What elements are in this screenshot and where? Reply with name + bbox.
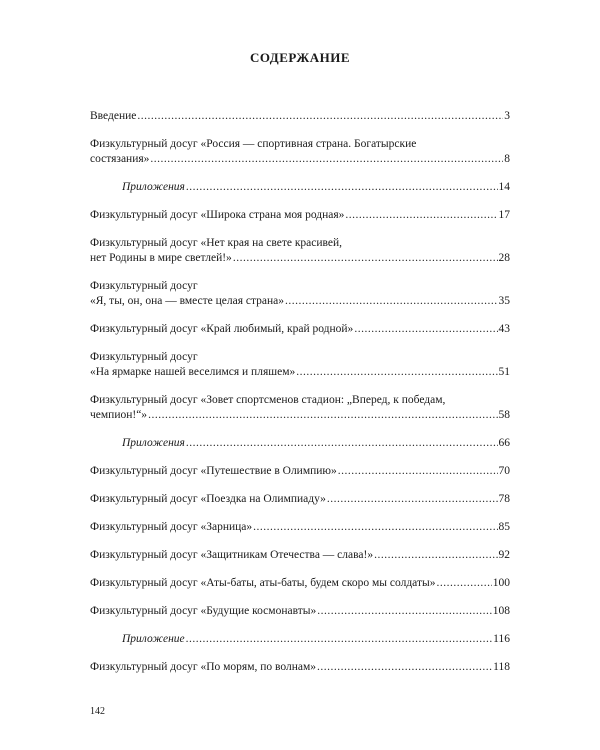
toc-entry-title: Физкультурный досуг «Поездка на Олимпиаду» xyxy=(90,493,326,505)
toc-entry-title: Физкультурный досуг «Широка страна моя родная» xyxy=(90,209,345,221)
toc-entry-title: Физкультурный досуг «Зарница» xyxy=(90,521,253,533)
toc-entry xyxy=(90,279,510,309)
toc-entry-title: Физкультурный досуг «Будущие космонавты» xyxy=(90,605,317,617)
toc-entry xyxy=(90,208,510,223)
toc-entry-line xyxy=(90,152,510,167)
toc-dot-leader xyxy=(374,548,497,563)
toc-entry-page: 78 xyxy=(498,493,510,505)
toc-entry-title: Физкультурный досуг «Зовет спортсменов стадион: „Вперед, к победам, xyxy=(90,394,446,406)
toc-entry-line xyxy=(90,208,510,223)
toc-entry-line xyxy=(90,576,510,591)
toc-entry xyxy=(90,520,510,535)
toc-dot-leader xyxy=(150,152,503,167)
toc-entry-title: Физкультурный досуг xyxy=(90,280,198,292)
toc-entry-page: 8 xyxy=(504,153,510,165)
page-title: СОДЕРЖАНИЕ xyxy=(249,50,351,65)
toc-entry xyxy=(90,436,510,451)
toc-dot-leader xyxy=(148,408,497,423)
toc-entry-title: Физкультурный досуг xyxy=(90,351,198,363)
toc-entry-line xyxy=(90,393,510,408)
toc-entry-title: состязания» xyxy=(90,153,150,165)
toc-entry-line xyxy=(90,350,510,365)
toc-entry-title: Введение xyxy=(90,110,137,122)
toc-entry-line xyxy=(90,322,510,337)
toc-entry-title: Физкультурный досуг «Нет края на свете красивей, xyxy=(90,237,343,249)
toc-entry-title: Физкультурный досуг «Путешествие в Олимпию» xyxy=(90,465,337,477)
toc-dot-leader xyxy=(317,660,492,675)
toc-entry-title: Приложения xyxy=(122,181,185,193)
toc-entry-line xyxy=(90,236,510,251)
toc-entry-page: 116 xyxy=(493,633,510,645)
toc-entry xyxy=(90,492,510,507)
toc-entry-page: 100 xyxy=(492,577,510,589)
toc-entry xyxy=(90,180,510,195)
toc-entry-page: 58 xyxy=(498,409,510,421)
toc-entry-line xyxy=(90,604,510,619)
toc-dot-leader xyxy=(327,492,498,507)
toc-entry-title: «На ярмарке нашей веселимся и пляшем» xyxy=(90,366,296,378)
toc-entry xyxy=(90,548,510,563)
toc-entry-title: нет Родины в мире светлей!» xyxy=(90,252,232,264)
toc-entry xyxy=(90,322,510,337)
toc-dot-leader xyxy=(285,294,498,309)
toc-entry-line xyxy=(90,548,510,563)
toc-entry xyxy=(90,604,510,619)
toc-entry-line xyxy=(90,492,510,507)
page-number: 142 xyxy=(90,706,105,717)
toc-entry-line xyxy=(90,464,510,479)
toc-entry-line xyxy=(90,660,510,675)
toc-entry-title: Физкультурный досуг «Россия — спортивная страна. Богатырские xyxy=(90,138,417,150)
toc-dot-leader xyxy=(233,251,498,266)
toc-entry-title: Физкультурный досуг «Защитникам Отечества — слава!» xyxy=(90,549,374,561)
toc-entry-page: 14 xyxy=(498,181,510,193)
toc-entry-line xyxy=(90,180,510,195)
toc-entry-page: 85 xyxy=(498,521,510,533)
toc-entry-line xyxy=(90,251,510,266)
toc-entry xyxy=(90,393,510,423)
toc-entry xyxy=(90,632,510,647)
toc-entry-title: Приложение xyxy=(122,633,185,645)
toc-entry-line xyxy=(90,408,510,423)
toc-entry-page: 51 xyxy=(498,366,510,378)
toc-entry-line xyxy=(90,436,510,451)
toc-entry-page: 17 xyxy=(498,209,510,221)
toc-entry-line xyxy=(90,109,510,124)
toc-entry-title: Физкультурный досуг «Аты-баты, аты-баты, будем скоро мы солдаты» xyxy=(90,577,436,589)
toc-entry-line xyxy=(90,365,510,380)
toc-entry-line xyxy=(90,137,510,152)
toc-entry-title: Физкультурный досуг «Край любимый, край родной» xyxy=(90,323,354,335)
toc-dot-leader xyxy=(137,109,503,124)
toc-dot-leader xyxy=(345,208,497,223)
toc-entry-page: 108 xyxy=(492,605,510,617)
toc-entry-title: чемпион!“» xyxy=(90,409,148,421)
toc-entry-page: 3 xyxy=(504,110,510,122)
toc-entry xyxy=(90,350,510,380)
toc-entry-line xyxy=(90,520,510,535)
toc-entry xyxy=(90,660,510,675)
toc-dot-leader xyxy=(354,322,497,337)
toc-entry-page: 35 xyxy=(498,295,510,307)
toc-entry xyxy=(90,464,510,479)
toc-dot-leader xyxy=(338,464,498,479)
toc-entry-page: 43 xyxy=(498,323,510,335)
toc-entry-page: 70 xyxy=(498,465,510,477)
toc-dot-leader xyxy=(186,632,493,647)
toc-entry xyxy=(90,236,510,266)
toc-dot-leader xyxy=(253,520,497,535)
toc-entry xyxy=(90,576,510,591)
toc-entry-line xyxy=(90,279,510,294)
toc-dot-leader xyxy=(317,604,492,619)
toc-entry-page: 118 xyxy=(493,661,510,673)
toc-entry-page: 66 xyxy=(498,437,510,449)
toc-entry-page: 28 xyxy=(498,252,510,264)
toc-dot-leader xyxy=(296,365,497,380)
toc-entry-title: Физкультурный досуг «По морям, по волнам» xyxy=(90,661,316,673)
toc-entry xyxy=(90,137,510,167)
toc-entry-title: Приложения xyxy=(122,437,185,449)
toc-dot-leader xyxy=(186,180,498,195)
toc-entry-page: 92 xyxy=(498,549,510,561)
toc-entry-title: «Я, ты, он, она — вместе целая страна» xyxy=(90,295,284,307)
toc-entry xyxy=(90,109,510,124)
toc-entry-line xyxy=(90,294,510,309)
toc-dot-leader xyxy=(186,436,498,451)
toc-dot-leader xyxy=(437,576,492,591)
toc-entry-line xyxy=(90,632,510,647)
